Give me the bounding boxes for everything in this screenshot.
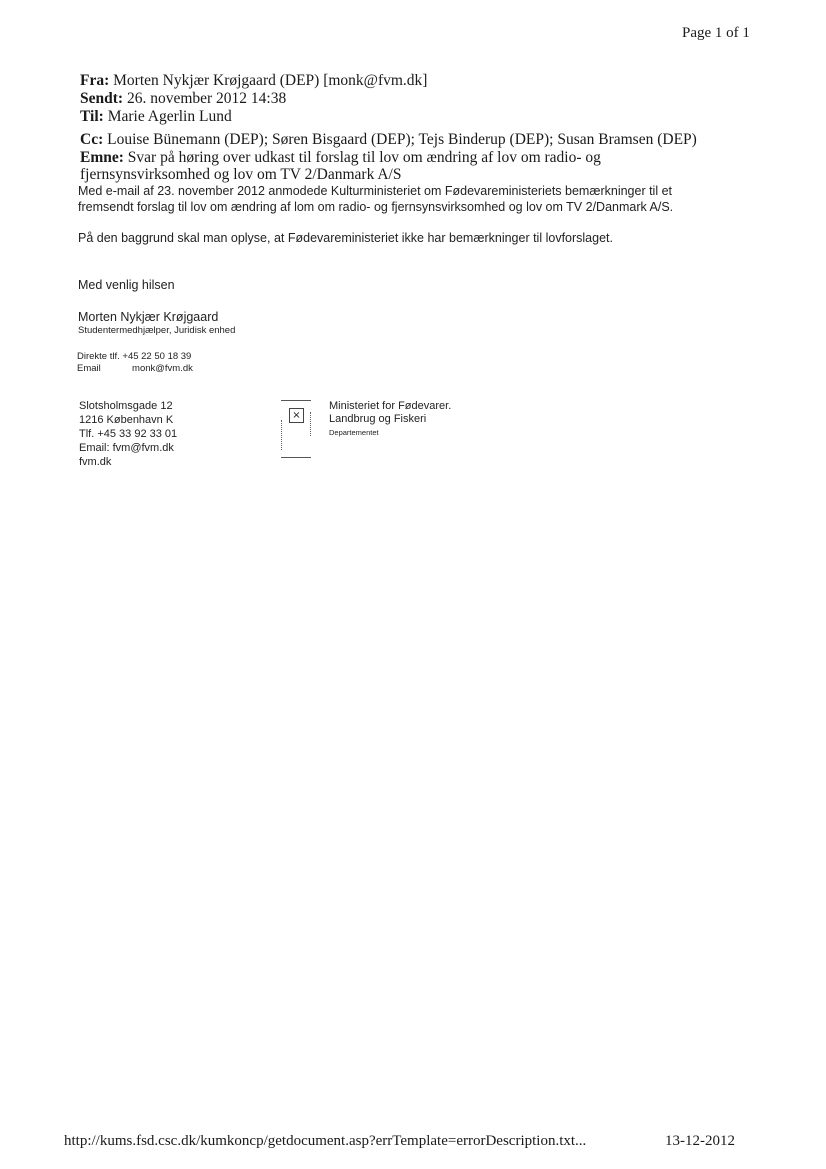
from-value: Morten Nykjær Krøjgaard (DEP) [monk@fvm.dk]	[113, 72, 428, 89]
org-line-3: Departementet	[329, 428, 379, 437]
address-website: fvm.dk	[79, 456, 112, 468]
subject-label: Emne:	[80, 149, 124, 166]
sent-value: 26. november 2012 14:38	[126, 90, 287, 107]
from-label: Fra:	[80, 72, 110, 89]
signature-email-value: monk@fvm.dk	[132, 363, 193, 374]
address-street: Slotsholmsgade 12	[79, 400, 173, 412]
footer-date: 13-12-2012	[665, 1133, 735, 1149]
address-email: Email: fvm@fvm.dk	[79, 442, 174, 454]
from-row	[80, 72, 427, 89]
paragraph-1-line-2: fremsendt forslag til lov om ændring af lom om radio- og fjernsynsvirksomhed og lov om TV 2/Danmark A/S.	[78, 200, 674, 214]
to-row	[80, 108, 232, 125]
org-block	[329, 400, 451, 439]
org-line-1: Ministeriet for Fødevarer.	[329, 400, 452, 412]
page-number: Page 1 of 1	[682, 25, 750, 41]
paragraph-2: På den baggrund skal man oplyse, at Fødevareministeriet ikke har bemærkninger til lovforslaget.	[78, 231, 613, 245]
footer-url: http://kums.fsd.csc.dk/kumkoncp/getdocument.asp?errTemplate=errorDescription.txt...	[64, 1133, 587, 1149]
paragraph-1-line-1: Med e-mail af 23. november 2012 anmodede Kulturministeriet om Fødevareministeriets bemærkninger til et	[78, 184, 673, 198]
broken-image-icon: ×	[289, 408, 304, 423]
signature-title: Studentermedhjælper, Juridisk enhed	[78, 325, 236, 336]
sent-row	[80, 90, 286, 107]
cc-label: Cc:	[80, 131, 104, 148]
signature-email-label: Email	[77, 363, 101, 374]
address-block	[79, 399, 177, 469]
org-line-2: Landbrug og Fiskeri	[329, 413, 427, 425]
address-city: 1216 København K	[79, 414, 174, 426]
signature-phone: Direkte tlf. +45 22 50 18 39	[77, 351, 192, 362]
signature-email-row	[77, 363, 193, 375]
address-phone: Tlf. +45 33 92 33 01	[79, 428, 178, 440]
logo-placeholder	[281, 400, 311, 458]
subject-line-2: fjernsynsvirksomhed og lov om TV 2/Danmark A/S	[80, 166, 402, 183]
closing: Med venlig hilsen	[78, 278, 175, 292]
to-value: Marie Agerlin Lund	[107, 108, 232, 125]
subject-row	[80, 149, 601, 166]
signature-name: Morten Nykjær Krøjgaard	[78, 310, 219, 324]
to-label: Til:	[80, 108, 104, 125]
subject-line-1: Svar på høring over udkast til forslag til lov om ændring af lov om radio- og	[127, 149, 601, 166]
sent-label: Sendt:	[80, 90, 124, 107]
cc-value: Louise Bünemann (DEP); Søren Bisgaard (DEP); Tejs Binderup (DEP); Susan Bramsen (DEP)	[107, 131, 697, 148]
cc-row	[80, 131, 697, 148]
